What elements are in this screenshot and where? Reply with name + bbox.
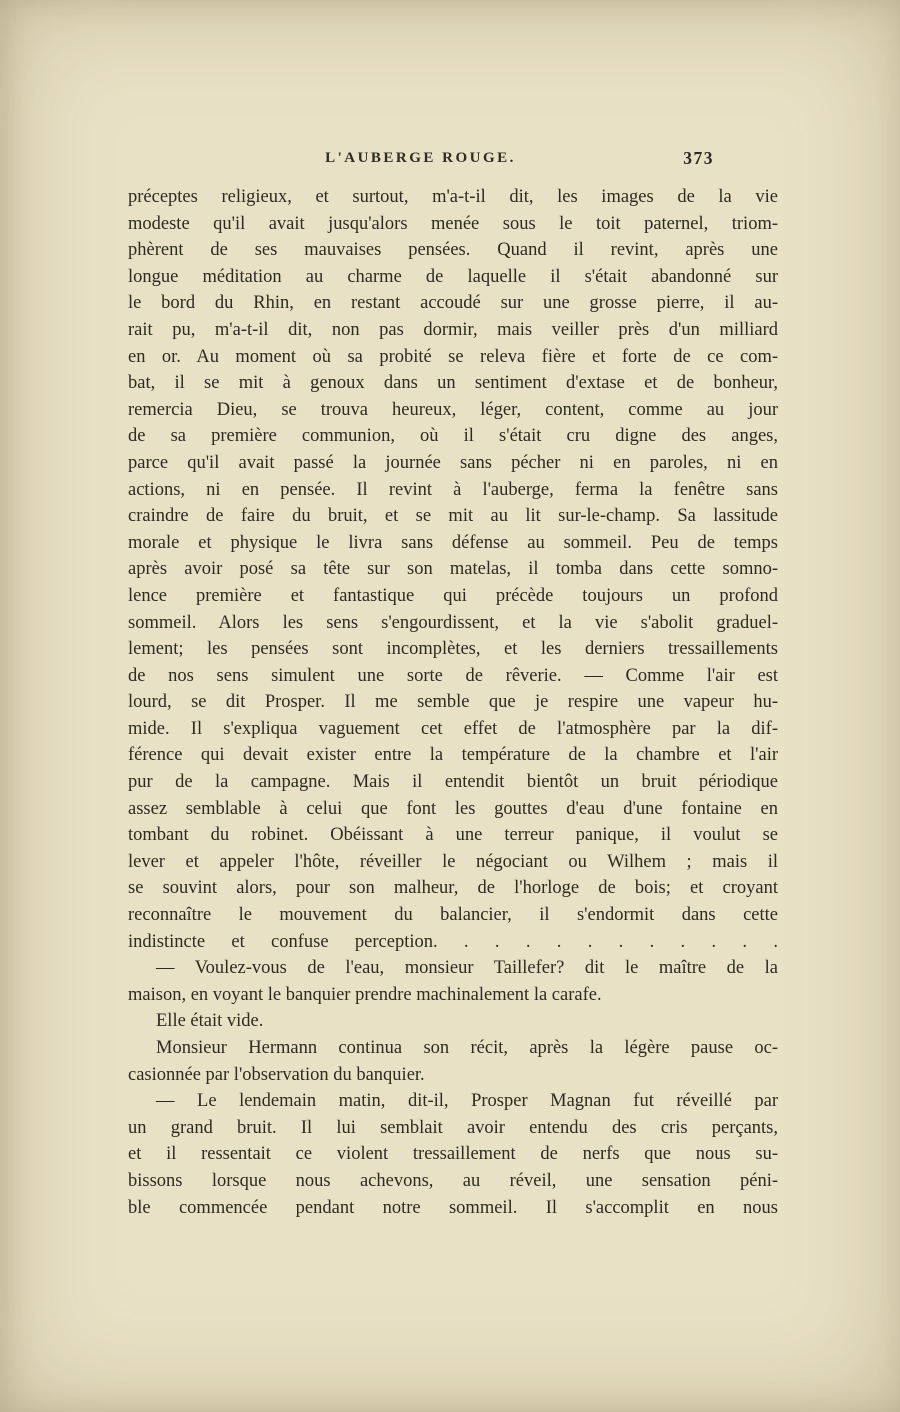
page-number: 373 <box>683 148 714 168</box>
text-line: pur de la campagne. Mais il entendit bientôt un bruit périodique <box>128 772 778 793</box>
running-title: L'AUBERGE ROUGE. <box>325 150 516 166</box>
text-line: modeste qu'il avait jusqu'alors menée sous le toit paternel, triom- <box>128 213 778 234</box>
text-line: phèrent de ses mauvaises pensées. Quand il revint, après une <box>128 240 778 261</box>
text-line: — Le lendemain matin, dit-il, Prosper Magnan fut réveillé par <box>156 1091 778 1112</box>
text-line: reconnaître le mouvement du balancier, il s'endormit dans cette <box>128 905 778 926</box>
text-line: lement; les pensées sont incomplètes, et les derniers tressaillements <box>128 639 778 660</box>
text-line: maison, en voyant le banquier prendre machinalement la carafe. <box>128 984 602 1005</box>
paragraph <box>128 184 778 955</box>
text-line: après avoir posé sa tête sur son matelas, il tomba dans cette somno- <box>128 559 778 580</box>
text-line: bissons lorsque nous achevons, au réveil, une sensation péni- <box>128 1170 778 1191</box>
text-block <box>128 184 778 1221</box>
text-line: casionnée par l'observation du banquier. <box>128 1064 425 1085</box>
text-line: un grand bruit. Il lui semblait avoir entendu des cris perçants, <box>128 1117 778 1138</box>
text-line: longue méditation au charme de laquelle il s'était abandonné sur <box>128 266 778 287</box>
text-line: le bord du Rhin, en restant accoudé sur une grosse pierre, il au- <box>128 293 778 314</box>
text-line: se souvint alors, pour son malheur, de l'horloge de bois; et croyant <box>128 878 778 899</box>
text-line: et il ressentait ce violent tressaillement de nerfs que nous su- <box>128 1144 778 1165</box>
text-line: ble commencée pendant notre sommeil. Il s'accomplit en nous <box>128 1197 778 1218</box>
paragraph <box>128 955 778 1008</box>
page-header <box>128 150 778 172</box>
paragraph <box>128 1088 778 1221</box>
text-line: bat, il se mit à genoux dans un sentiment d'extase et de bonheur, <box>128 373 778 394</box>
text-line: tombant du robinet. Obéissant à une terreur panique, il voulut se <box>128 825 778 846</box>
text-line: assez semblable à celui que font les gouttes d'eau d'une fontaine en <box>128 798 778 819</box>
text-line: actions, ni en pensée. Il revint à l'auberge, ferma la fenêtre sans <box>128 479 778 500</box>
text-line: parce qu'il avait passé la journée sans pécher ni en paroles, ni en <box>128 452 778 473</box>
text-line: Monsieur Hermann continua son récit, après la légère pause oc- <box>156 1038 778 1058</box>
text-line: indistincte et confuse perception. . . . . . . . . . . . <box>128 931 778 952</box>
text-line: de sa première communion, où il s'était cru digne des anges, <box>128 426 778 447</box>
text-line: craindre de faire du bruit, et se mit au lit sur-le-champ. Sa lassitude <box>128 506 778 527</box>
text-line: Elle était vide. <box>156 1011 264 1032</box>
text-line: — Voulez-vous de l'eau, monsieur Taillefer? dit le maître de la <box>156 958 778 979</box>
text-line: morale et physique le livra sans défense au sommeil. Peu de temps <box>128 532 778 553</box>
text-line: remercia Dieu, se trouva heureux, léger, content, comme au jour <box>128 399 778 420</box>
text-line: sommeil. Alors les sens s'engourdissent, et la vie s'abolit graduel- <box>128 612 778 633</box>
text-line: rait pu, m'a-t-il dit, non pas dormir, mais veiller près d'un milliard <box>128 319 778 340</box>
paragraph <box>128 1008 778 1035</box>
text-line: mide. Il s'expliqua vaguement cet effet de l'atmosphère par la dif- <box>128 718 778 739</box>
paragraph <box>128 1035 778 1088</box>
text-line: lourd, se dit Prosper. Il me semble que je respire une vapeur hu- <box>128 692 778 713</box>
text-line: lever et appeler l'hôte, réveiller le négociant ou Wilhem ; mais il <box>128 851 778 872</box>
text-line: en or. Au moment où sa probité se releva fière et forte de ce com- <box>128 346 778 367</box>
text-line: férence qui devait exister entre la température de la chambre et l'air <box>128 745 778 766</box>
text-line: de nos sens simulent une sorte de rêverie. — Comme l'air est <box>128 665 778 686</box>
text-line: préceptes religieux, et surtout, m'a-t-il dit, les images de la vie <box>128 187 778 207</box>
text-line: lence première et fantastique qui précède toujours un profond <box>128 585 778 606</box>
